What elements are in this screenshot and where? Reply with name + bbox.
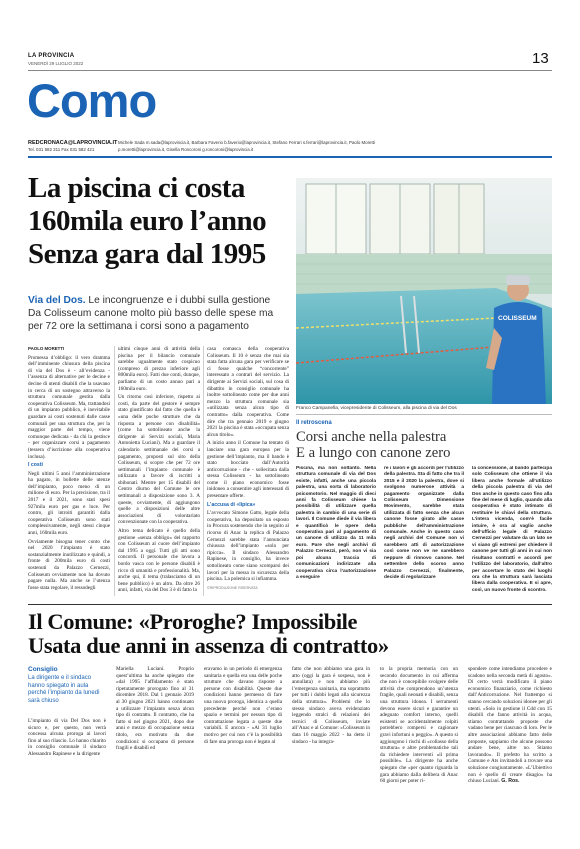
- lead-col3-p1: casa comasca della cooperativa Colisseum. Il 10 è senza che mai sia stata fatta alcuna gara per verificare se ci fosse qualche “concorrente” interessato a contrari del servizio. La dirigente ai Servizi sociali, sul cosa di dibattito in consiglio comunale ha inoltre sottolineato come per due anni mezzo la struttura comunale sia «utilizzata senza alcun tipo di contratto» dalla cooperativa. Come dire che tra gennaio 2019 e giugno 2021 la piscina è stata «occupata senza alcun titolo».: [207, 346, 289, 438]
- lead-headline: [28, 172, 288, 271]
- masthead-rule: [28, 70, 552, 71]
- section-title: Como: [27, 74, 157, 127]
- sidebar-kicker: Il retroscena: [296, 420, 332, 426]
- column-divider: [114, 346, 115, 596]
- pool-photo: [296, 178, 552, 404]
- lead-col3-p3: L’avvocato Simone Gatto, legale della cooperativa, ha depositato un esposto in Procura sostenendo che in seguito al ricorso di Anac la replica di Palazzo Cernezzi sarebbe stata l’annunciata chiusura dell’impianto «solo per ripicca». Il sindaco Alessandro Rapinese, in consiglio, ha invece sottolineato come siano scomparsi dei lavori per la messa in sicurezza della piscina. La polemica si infiamma.: [207, 510, 289, 583]
- lead-col2-p2: Un ritorno così inferiore, rispetto ai costi, da parte del gestore è sempre stato giustificato dal fatto che quella è «una delle poche strutture che da risposta a persone con disabilità» (come ha sottolineato anche la dirigente ai Servizi sociali, Maria Antonietta Luciani). Ma a guardare il calendario settimanale dei corsi a pagamento, proposti sul sito della Colisseum, si scopre che per 72 ore settimanali l’impianto comunale è utilizzato a favore di iscritti a sbibonati. Mentre per 15 disabili del Centro diurno del Comune le ore settimanali a disposizione sono 3. A queste, ovviamente, di aggiungono quelle a disposizioni delle altre associazioni di volontariato convenzionate con la cooperativa.: [118, 394, 200, 526]
- lead-col1-subhead: I costi: [28, 462, 43, 469]
- column-divider: [203, 346, 204, 596]
- sidebar-headline-line-2: E a lungo con canone zero: [296, 445, 451, 461]
- second-kicker: Consiglio: [28, 666, 58, 673]
- second-article-rule: [28, 604, 552, 605]
- sidebar-rule: [296, 414, 552, 415]
- lead-col2-p3: Altro tema delicato è quello della gestione «senza obbligo» del rapporto con Colisseum al cuore dell’impianto dal 1995 a oggi. Tutti gli atti sono concordi. Il personale che lavora a bordo vasca con le persone disabili è ricco di umanità e professionalità. Ma, anche qui, il tema (tralasciamo di un bene pubblico) è un altro. Da oltre 26 anni, infatti, via del Dos 3 è di fatto la: [118, 528, 200, 594]
- second-column-4: fatto che non abbiamo una gara in atto (oggi la gara è sospesa, non è annullata) e non abbiamo più l’emergenza sanitaria, ma soprattutto per tutti i dubbi legati alla sicurezza della struttura». Problemi che lo stesso sindaco aveva evidenziato leggendo stralci di relazioni dei tecnici di Colisseum, inviate all’Anac e al Comune: «Colisseum in data 16 maggio 2022 - ha detto il sindaco - ha integra-: [292, 666, 370, 745]
- redazione-email: REDCRONACA@LAPROVINCIA.IT: [28, 140, 118, 146]
- sidebar-headline: [296, 429, 552, 461]
- lead-col3-p2: A inizio anno il Comune ha tentato di lanciare una gara europea per la gestione dell’impianto, ma il bando è stato bocciato dall’Autorità anticorruzione - che - sollecitata dalla stessa Colisseum - ha sottolineato come il piano economico fosse inidoneo a consentire agli interessati di presentare offerte.: [207, 440, 289, 500]
- photo-caption: Franco Campanella, vicepresidente di Colisseum, alla piscina di via del Dos: [296, 406, 457, 411]
- staff-line-2: p.moretti@laprovincia.it, Gisella Roncoroni g.roncoroni@laprovincia.it: [118, 147, 254, 152]
- lead-headline-line-1: La piscina ci costa: [28, 172, 245, 204]
- second-column-6: [468, 666, 552, 828]
- photo-shirt-text: COLISSEUM: [498, 315, 537, 322]
- lead-headline-line-2: 160mila euro l’anno: [28, 205, 267, 237]
- second-column-2: Mariella Luciani. Proprio quest’ultima ha anche spiegato che «dal 1995 l’affidamento è stato ripetutamente prorogato fino al 31 dicembre 2018. Dal 1 gennaio 2019 al 30 giugno 2021 hanno continuato a utilizzare l’impianto senza alcun tipo di contratto. Il contratto, che ha fatto sì nel giugno 2021, dopo due anni e mezzo di occupazione senza titolo, era motivato da due condizioni: si occupano di persone fragili e disabili ed: [116, 666, 194, 752]
- redazione-phones: Tel. 031 582 311 Fax 031 582 421: [28, 147, 95, 152]
- sidebar-column-1: Piscina, ma non soltanto. Nella struttura comunale di via del Dos esiste, infatti, anche una piccola palestra, una sorta di laboratorio psicomotorio. Nel maggio di dieci anni fa Colisseum chiese la possibilità di utilizzare quella palestra in cambio di una serie di lavori. Il Comune diede il via libera e quantificò le opere della cooperativa pari al pagamento di un canone di utilizzo da 11 mila euro. Pare che negli archivi di Palazzo Cernezzi, però, non vi sia poi alcuna traccia di comunicazioni indirizzate alla cooperativa circa l’autorizzazione a eseguire: [296, 466, 376, 580]
- lead-subhead-text: Le incongruenze e i dubbi sulla gestione Da Colisseum canone molto più basso delle spese ma per 72 ore la settimana i corsi sono a pagamento: [28, 295, 274, 332]
- lead-col2-p1: ultimi cinque anni di attività della piscina per il bilancio comunale sarebbe ugualmente stato cospicuo (compreso di prezzo inferiore agli 800mila euro). Fatti due conti, dunque, parliamo di un costo annuo pari a 160mila euro.: [118, 346, 200, 392]
- lead-headline-line-3: Senza gara dal 1995: [28, 238, 266, 270]
- lead-subhead: [28, 294, 286, 333]
- issue-date: VENERDÌ 29 LUGLIO 2022: [28, 61, 84, 66]
- lead-col1-p1: Promessa d’obbligo: il vero dramma dell’imminente chiusura della piscina di via del Dos è - all’evidenza - l’assenza di alternative per le decine e decine di utenti disabili che la usavano in cerca di un sostegno attraverso la struttura comunale gestita dalla cooperativa Colisseum. Ma, trattandosi di un impianto pubblico, è inevitabile guardare ai costi sostenuti dalle casse comunali per una struttura che, per la maggior parte del tempo, viene comunque dedicata - da chi la gestisce - per organizzare corsi a pagamento (tessera d’iscrizione alla cooperativa inclusa).: [28, 354, 110, 460]
- second-column-3: eravamo in un periodo di emergenza sanitaria e quella era una delle poche strutture che davano risposte a persone con disabilità. Queste due condizioni hanno permesso di fare una nuova proroga, identica a quella precedente perché non c’erano spazio e termini per nessun tipo di contrattazione legata a queste due variabili. E ancora - «Al 31 luglio motivo per cui non c’è la possibilità di fare una proroga non è legato al: [204, 666, 282, 745]
- byline: PAOLO MORETTI: [28, 346, 65, 351]
- page-number: 13: [532, 50, 549, 67]
- lead-col1-p3: Ovviamente bisogna tener conto che nel 2020 l’impianto è stato sostanzialmente inutilizzato e quindi, a fronte di 200mila euro di costi sostenuti da Palazzo Cernezzi, Colisseum ovviamente non ha dovuto pagare nulla. Ma anche se l’utenza fosse stata regolare, il ressodegli: [28, 538, 110, 591]
- second-headline: [28, 610, 552, 658]
- second-column-5: to la propria memoria con un secondo documento in cui afferma che non è concepibile svolgere delle attività che comprendono un’utenza fragile, quali neonati e disabili, senza una struttura idonea. I serramenti devono essere sicuri e garantire un adeguato comfort interno, quelli esistenti se accidentalmente colpiti potrebbero rompersi e cagionare gravi infortuni o peggio». A questo si aggiungono i rischi di «collasso della struttura» e altre problematiche tali da richiedere interventi «il prima possibile». La dirigente ha anche spiegato che «per quanto riguarda la gara abbiamo dalla delibera di Anac 60 giorni per poter ri-: [380, 666, 458, 785]
- lead-col1-p2: Negli ultimi 5 anni l’amministrazione ha pagato, in bollette delle utenze dell’impianto, poco meno di un milione di euro. Per la precisione, tra il 2017 e il 2021, sono stati spesi 927mila euro per gas e luce. Per contro, gli introiti garantiti dalla cooperativa Colisseum sono stati complessivamente, negli stessi cinque anni, 160mila euro.: [28, 470, 110, 537]
- sidebar-column-2: re i lavori e gli accordi per l’utilizzo della palestra. Sta di fatto che tra il 2015 e il 2020 la palestra, dove si svolgono numerose attività a pagamento organizzate dalla Colisseum Dimensione Movimento, sarebbe stata utilizzata di fatto senza che alcun canone fosse girato alle casse pubbliche dell’amministrazione comunale. Anche in questo caso negli archivi del Comune non vi sarebbero atti di autorizzazione così come non ve ne sarebbero neppure di rinnovo canone. Nel settembre dello scorso anno Palazzo Cernezzi, finalmente, decide di regolarizzare: [384, 466, 464, 580]
- second-col6-text: spondere come intendiamo procedere e scadono nella seconda metà di agosto». Di certo verrà modificato il piano economico finanziario, come richiesto dall’Anticorruzione. Nel frattempo si stanno cercando soluzioni idonee per gli utenti. «Solo in gestione il Cdd con 15 disabili che fanno attività in acqua, stiamo contrattando proposte che vadano bene per ciascuno di loro. Per le altre associazioni abbiamo fatto delle proposte, sappiamo che alcune possono andare bene, altre no. Stiamo lavorando». Il prefetto ha scritto a Comune e Ats invitandoli a trovare una soluzione congiuntamente. «L’Ubiettivo non è quello di creare disagio» ha chiuso Luciani.: [468, 666, 552, 785]
- copyright-credit: ©RIPRODUZIONE RISERVATA: [207, 585, 258, 590]
- lead-col3-subhead: L’accusa di «lipica»: [207, 501, 256, 508]
- lead-column-3: [207, 346, 289, 596]
- second-column-1: L’impianto di via Del Dos non è sicuro e, per questo, non verrà concessa alcuna proroga ai lavori fino al suo rilascio. Lo hanno chiarito in consiglio comunale il sindaco Alessandro Rapinese e la dirigente: [28, 718, 106, 757]
- lead-kicker: Via del Dos.: [28, 295, 86, 306]
- sidebar-column-3: la concessione, al bando partecipa solo Colisseum che ottiene il via libera anche formale all’utilizzo della piccola palestra di via del Dos anche in questo caso fino alla fine del mese di luglio, quando alla cooperativa è stato intimato di restituire le chiavi della struttura. L’intera vicenda, com’è facile intuire, è ora al vaglio anche dell’ufficio legale di Palazzo Cernezzi per valutare da un lato se vi siano gli estremi per chiedere il canone per tutti gli anni in cui non risultano contratti e accordi per l’utilizzo del laboratorio, dall’altro per accertare lo stato dei luoghi ora che la struttura sarà lasciata libera dalla cooperativa. E si apre, così, un nuovo fronte di scontro.: [472, 466, 552, 593]
- section-rule: [28, 156, 552, 158]
- lead-column-2: [118, 346, 200, 596]
- pool-photo-illustration: [296, 178, 552, 404]
- second-headline-line-2: Usata due anni in assenza di contratto»: [28, 633, 389, 658]
- paper-name: LA PROVINCIA: [28, 53, 75, 59]
- second-summary: La dirigente e il sindaco hanno spiegato in aula perché l’impianto da lunedì sarà chiuso: [28, 675, 100, 704]
- lead-column-1: [28, 346, 110, 596]
- staff-line-1: Michele Sada m.sada@laprovincia.it, Barbara Faverio b.faverio@laprovincia.it, Stefano Ferrari s.ferrari@laprovincia.it, Paolo Moretti: [118, 140, 375, 145]
- second-headline-line-1: Il Comune: «Proroghe? Impossibile: [28, 609, 358, 634]
- sidebar-headline-line-1: Corsi anche nella palestra: [296, 429, 447, 445]
- second-signature: G. Ros.: [501, 778, 520, 785]
